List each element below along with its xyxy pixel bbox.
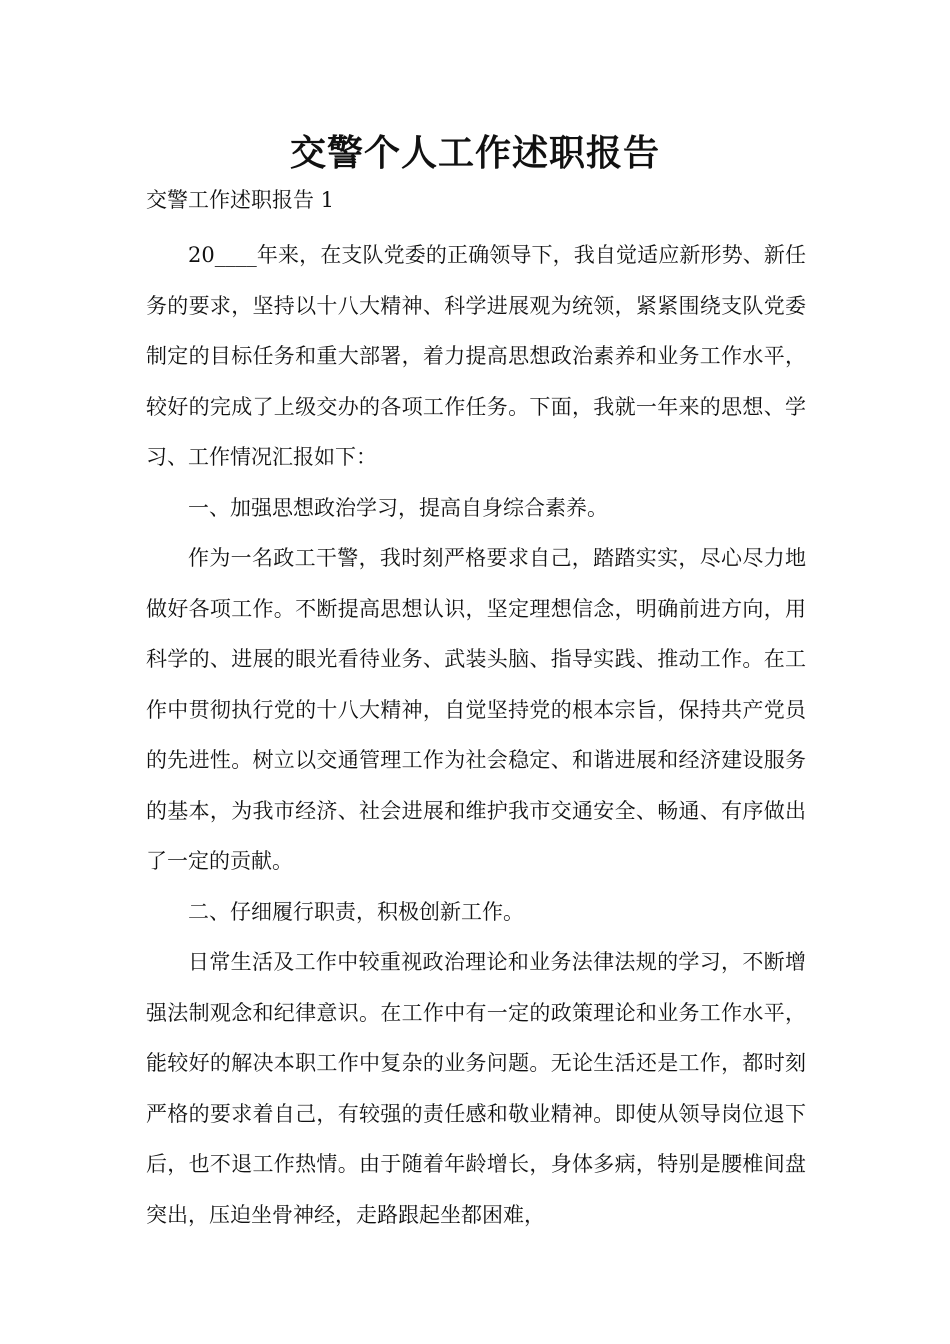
paragraph-intro: 20____年来，在支队党委的正确领导下，我自觉适应新形势、新任务的要求，坚持以十八大精神、科学进展观为统领，紧紧围绕支队党委制定的目标任务和重大部署，着力提高思想政治素养和业务工作水平，较好的完成了上级交办的各项工作任务。下面，我就一年来的思想、学习、工作情况汇报如下： [146, 243, 806, 469]
paragraph-section-1: 作为一名政工干警，我时刻严格要求自己，踏踏实实，尽心尽力地做好各项工作。不断提高思想认识，坚定理想信念，明确前进方向，用科学的、进展的眼光看待业务、武装头脑、指导实践、推动工作。在工作中贯彻执行党的十八大精神，自觉坚持党的根本宗旨，保持共产党员的先进性。树立以交通管理工作为社会稳定、和谐进展和经济建设服务的基本，为我市经济、社会进展和维护我市交通安全、畅通、有序做出了一定的贡献。 [146, 546, 806, 873]
document-title: 交警个人工作述职报告 [289, 132, 660, 174]
section-heading-1: 一、加强思想政治学习，提高自身综合素养。 [188, 495, 608, 520]
document-subtitle: 交警工作述职报告 1 [146, 188, 335, 212]
section-heading-2: 二、仔细履行职责，积极创新工作。 [188, 899, 524, 924]
paragraph-section-2: 日常生活及工作中较重视政治理论和业务法律法规的学习，不断增强法制观念和纪律意识。在工作中有一定的政策理论和业务工作水平，能较好的解决本职工作中复杂的业务问题。无论生活还是工作，都时刻严格的要求着自己，有较强的责任感和敬业精神。即使从领导岗位退下后，也不退工作热情。由于随着年龄增长，身体多病，特别是腰椎间盘突出，压迫坐骨神经，走路跟起坐都困难， [146, 950, 806, 1227]
document-body [146, 230, 806, 1240]
